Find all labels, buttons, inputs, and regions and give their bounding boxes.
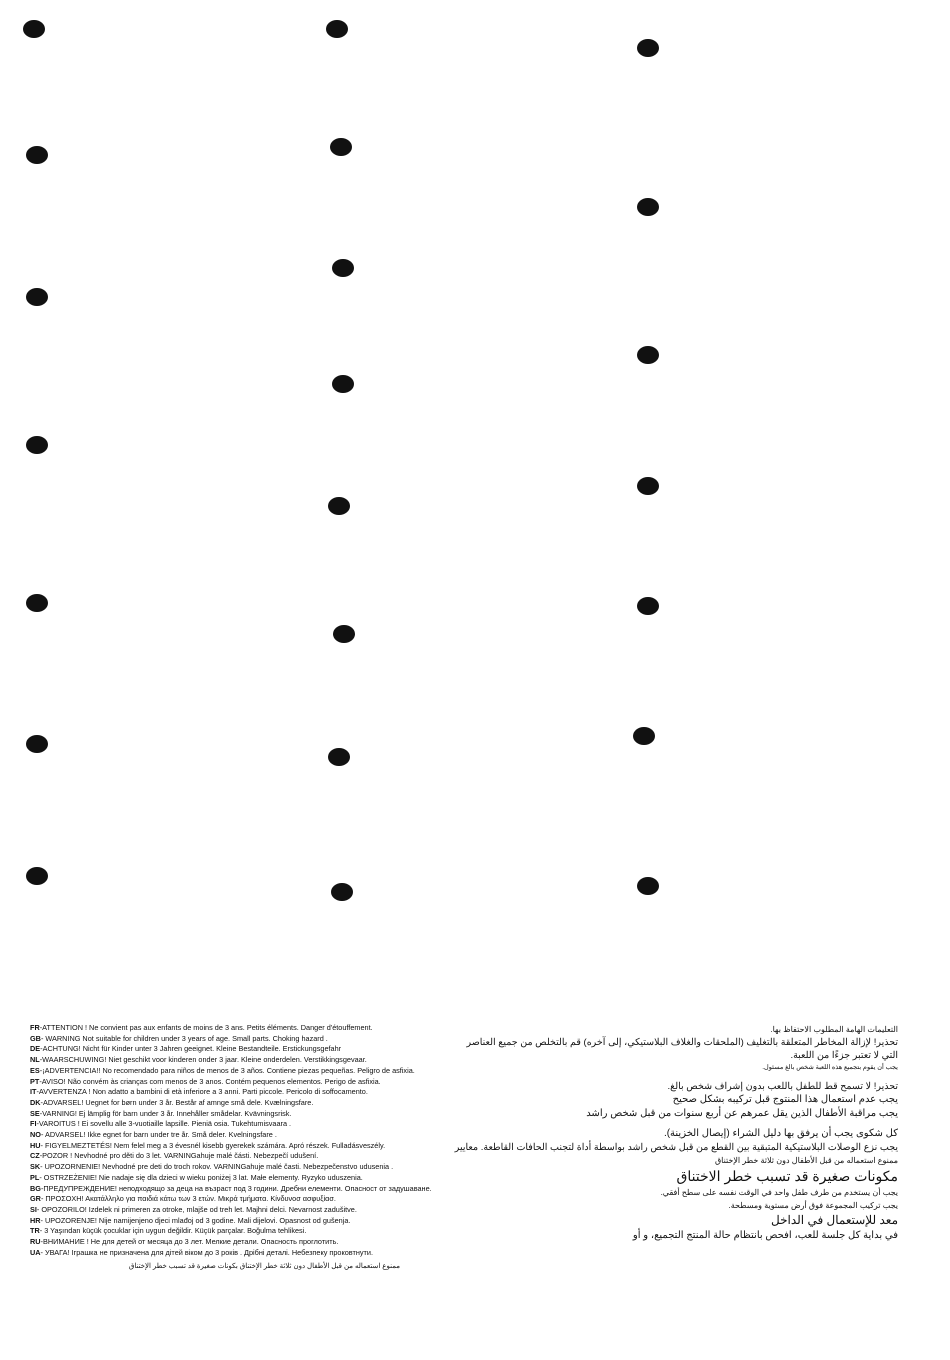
language-code: ES <box>30 1065 40 1075</box>
hole-dot <box>637 877 659 895</box>
hole-dot <box>26 867 48 885</box>
language-code: SE <box>30 1108 40 1118</box>
hole-dot <box>637 477 659 495</box>
language-code: GB <box>30 1033 41 1043</box>
warning-text: -POZOR ! Nevhodné pro děti do 3 let. VARNINGahuje malé části. Nebezpečí udušení. <box>39 1151 319 1161</box>
language-code: IT <box>30 1087 37 1097</box>
language-code: CZ <box>30 1151 40 1161</box>
language-code: GR <box>30 1194 41 1204</box>
language-code: NO <box>30 1130 41 1140</box>
warning-row <box>30 1109 500 1120</box>
hole-dot <box>326 20 348 38</box>
arabic-line: معد للإستعمال في الداخل <box>771 1213 898 1227</box>
warning-text: - UPOZORENJE! Nije namijenjeno djeci mlađoj od 3 godine. Mali dijelovi. Opasnost od gušenja. <box>40 1215 351 1225</box>
language-code: FI <box>30 1119 37 1129</box>
language-code: FR <box>30 1023 40 1032</box>
hole-dot <box>637 198 659 216</box>
warning-text: - OPOZORILO! Izdelek ni primeren za otroke, mlajše od treh let. Majhni delci. Nevarnost zadušitve. <box>36 1204 357 1214</box>
warning-text: -WAARSCHUWING! Niet geschikt voor kinderen onder 3 jaar. Kleine onderdelen. Verstikkingsgevaar. <box>39 1055 367 1065</box>
language-code: PL <box>30 1172 40 1182</box>
language-code: RU <box>30 1237 41 1247</box>
warning-row <box>30 1044 500 1055</box>
hole-dot <box>637 597 659 615</box>
hole-dot <box>26 436 48 454</box>
language-code: UA <box>30 1247 41 1257</box>
hole-dot <box>26 735 48 753</box>
language-code: DK <box>30 1097 41 1107</box>
warning-text: -ПРЕДУПРЕЖДЕНИЕ! неподходящо за деца на възраст под 3 години. Дребни елементи. Опасност от задушаване. <box>40 1183 432 1193</box>
language-code: SK <box>30 1162 41 1172</box>
warning-row <box>30 1248 500 1259</box>
warning-text: -AVISO! Não convém às crianças com menos de 3 anos. Contém pequenos elementos. Perigo de asfixia. <box>39 1076 381 1086</box>
hole-dot <box>330 138 352 156</box>
multilingual-warnings <box>30 1023 500 1258</box>
warning-row <box>30 1119 500 1130</box>
hole-dot <box>332 259 354 277</box>
hole-dot <box>637 39 659 57</box>
hole-dot <box>23 20 45 38</box>
hole-dot <box>328 748 350 766</box>
arabic-line: يجب عدم استعمال هذا المنتوج قبل تركيبه بشكل صحيح <box>672 1094 898 1105</box>
arabic-instructions <box>454 1023 898 1243</box>
warning-row <box>30 1151 500 1162</box>
warning-text: - ΠΡΟΣΟΧΗ! Ακατάλληλο για παιδιά κάτω των 3 ετών. Μικρά τμήματα. Κίνδυνοσ ασφυξίασ. <box>40 1194 336 1204</box>
arabic-line: يجب أن يقوم بتجميع هذه اللعبة شخص بالغ مسئول. <box>762 1064 898 1071</box>
warning-text: - UPOZORNENIE! Nevhodné pre deti do troch rokov. VARNINGahuje malé časti. Nebezpečenstvo udusenia . <box>40 1162 394 1172</box>
warning-text: - FIGYELMEZTETÉS! Nem felel meg a 3 évesnél kisebb gyerekek számára. Apró részek. Fulladásveszély. <box>40 1140 386 1150</box>
arabic-line: مكونات صغيرة قد تسبب خطر الاختناق <box>676 1168 898 1184</box>
warning-text: -¡ADVERTENCIA!! No recomendado para niños de menos de 3 años. Contiene piezas pequeñas. Peligro de asfixia. <box>39 1065 415 1075</box>
warning-row <box>30 1173 500 1184</box>
arabic-line: ممنوع استعماله من قبل الأطفال دون ثلاثة خطر الإختناق <box>714 1156 898 1165</box>
language-code: NL <box>30 1055 40 1065</box>
warning-row <box>30 1077 500 1088</box>
hole-dot <box>637 346 659 364</box>
warning-row <box>30 1055 500 1066</box>
hole-dot <box>633 727 655 745</box>
hole-dot <box>331 883 353 901</box>
arabic-line: يجب نزع الوصلات البلاستيكية المتبقية بين القطع من قبل شخص راشد بواسطة أداة لتجنب الحافات القاطعة. معايير <box>454 1142 898 1153</box>
warning-row <box>30 1226 500 1237</box>
warning-text: - WARNING Not suitable for children under 3 years of age. Small parts. Choking hazard . <box>40 1033 328 1043</box>
hole-dot <box>26 288 48 306</box>
warning-row <box>30 1023 500 1034</box>
warning-row <box>30 1194 500 1205</box>
warning-text: -AVVERTENZA ! Non adatto a bambini di età inferiore a 3 anni. Parti piccole. Pericolo di soffocamento. <box>36 1087 368 1097</box>
hole-dot <box>26 146 48 164</box>
arabic-line: تحذير! لإزالة المخاطر المتعلقة بالتغليف (الملحقات والغلاف البلاستيكي، إلى آخره) قم بالتخلص من جميع العناصر <box>466 1037 898 1048</box>
arabic-line: يجب مراقبة الأطفال الذين يقل عمرهم عن أربع سنوات من قبل شخص راشد <box>586 1108 898 1119</box>
hole-dot <box>328 497 350 515</box>
hole-dot <box>333 625 355 643</box>
language-code: SI <box>30 1204 37 1214</box>
arabic-line: في بداية كل جلسة للعب، افحص بانتظام حالة المنتج التجميع، و أو <box>632 1230 898 1241</box>
hole-dot <box>26 594 48 612</box>
arabic-warning-footnote: ممنوع استعماله من قبل الأطفال دون ثلاثة خطر الإختناق بكونات صغيرة قد تسبب خطر الإختناق <box>128 1263 400 1270</box>
warning-row <box>30 1205 500 1216</box>
hole-dot <box>332 375 354 393</box>
arabic-line: التعليمات الهامة المطلوب الاحتفاظ بها. <box>770 1025 898 1034</box>
language-code: DE <box>30 1044 41 1054</box>
warning-row <box>30 1216 500 1227</box>
warning-row <box>30 1184 500 1195</box>
warning-text: - ADVARSEL! Ikke egnet for barn under tre år. Små deler. Kvelningsfare . <box>40 1130 277 1140</box>
warning-text: -ADVARSEL! Uegnet for børn under 3 år. Består af amnge små dele. Kvælningsfare. <box>40 1097 314 1107</box>
warning-text: -VAROITUS ! Ei sovellu alle 3-vuotiaille lapsille. Pieniä osia. Tukehtumisvaara . <box>36 1119 292 1129</box>
warning-row <box>30 1034 500 1045</box>
language-code: HR <box>30 1215 41 1225</box>
warning-row <box>30 1141 500 1152</box>
warning-row <box>30 1087 500 1098</box>
arabic-line: يجب أن يستخدم من طرف طفل واحد في الوقت نفسه على سطح أفقي. <box>660 1188 898 1197</box>
language-code: HU <box>30 1140 41 1150</box>
warning-text: -ATTENTION ! Ne convient pas aux enfants de moins de 3 ans. Petits éléments. Danger d'étouffement. <box>39 1023 373 1032</box>
arabic-line: تحذير! لا تسمح قط للطفل باللعب بدون إشراف شخص بالغ. <box>667 1081 898 1092</box>
language-code: TR <box>30 1226 40 1236</box>
warning-row <box>30 1066 500 1077</box>
warning-text: -ACHTUNG! Nicht für Kinder unter 3 Jahren geeignet. Kleine Bestandteile. Erstickungsgefahr <box>40 1044 342 1054</box>
warning-row <box>30 1130 500 1141</box>
arabic-line: كل شكوى يجب أن يرفق بها دليل الشراء (إيصال الخزينة). <box>663 1128 898 1139</box>
warning-row <box>30 1237 500 1248</box>
warning-text: - OSTRZEŻENIE! Nie nadaje się dla dzieci w wieku poniżej 3 lat. Małe elementy. Ryzyko uduszenia. <box>39 1172 363 1182</box>
warning-row <box>30 1162 500 1173</box>
warning-text: -ВНИМАНИЕ ! Не для детей от месяца до 3 лет. Мелкие детали. Опасность проглотить. <box>40 1237 339 1247</box>
arabic-line: التي لا تعتبر جزءًا من اللعبة. <box>790 1050 898 1061</box>
arabic-line: يجب تركيب المجموعة فوق أرض مستوية ومسطحة. <box>728 1201 898 1210</box>
warning-row <box>30 1098 500 1109</box>
warning-text: - 3 Yaşından küçük çocuklar için uygun değildir. Küçük parçalar. Boğulma tehlikesi. <box>39 1226 307 1236</box>
language-code: PT <box>30 1076 40 1086</box>
warning-text: -VARNING! Ej lämplig för barn under 3 år. Innehåller smådelar. Kvävningsrisk. <box>39 1108 292 1118</box>
warning-text: - УВАГА! Іграшка не призначена для дітей віком до 3 років . Дрібні деталі. Небезпеку проковтнути. <box>40 1247 373 1257</box>
language-code: BG <box>30 1183 41 1193</box>
